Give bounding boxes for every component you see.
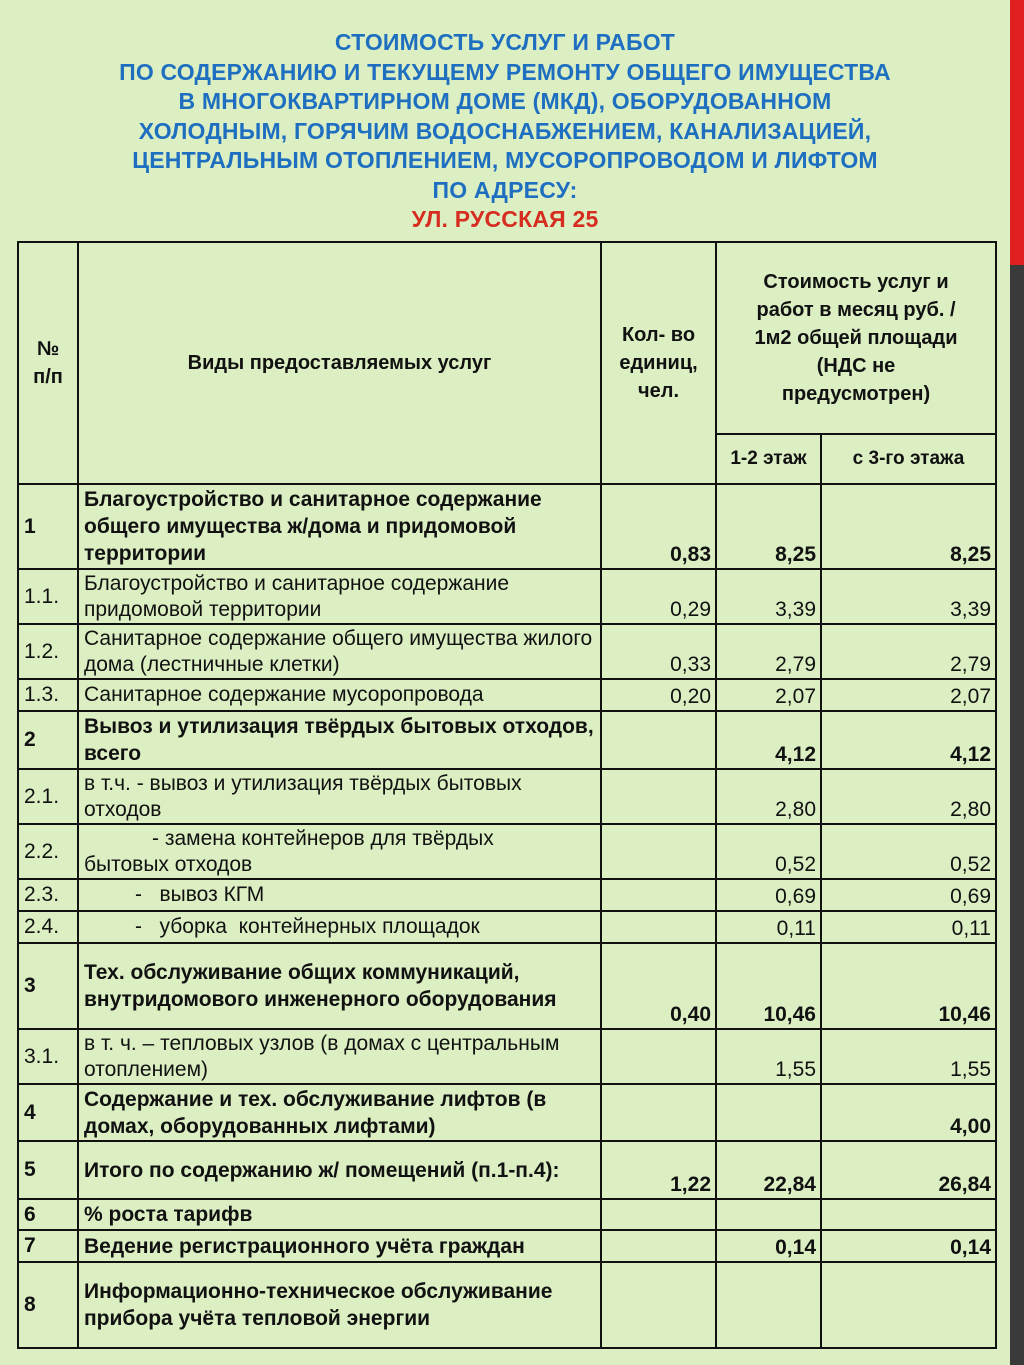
row-name: Тех. обслуживание общих коммуникаций, внутридомового инженерного оборудования	[78, 943, 601, 1029]
row-floor-1-2	[716, 1262, 821, 1348]
table-row	[18, 569, 996, 624]
row-units	[601, 879, 716, 911]
row-units	[601, 1230, 716, 1262]
table-row	[18, 624, 996, 679]
row-floor-1-2: 8,25	[716, 484, 821, 569]
document-title	[0, 28, 1010, 235]
row-name: Вывоз и утилизация твёрдых бытовых отходов, всего	[78, 711, 601, 769]
row-units	[601, 824, 716, 879]
row-name-line-1: - замена контейнеров для твёрдых	[152, 826, 494, 850]
row-name: % роста тарифв	[78, 1199, 601, 1230]
row-name: в т.ч. - вывоз и утилизация твёрдых бытовых отходов	[78, 769, 601, 824]
header-units: Кол- во единиц, чел.	[601, 242, 716, 484]
table-row	[18, 1141, 996, 1199]
table-row	[18, 1029, 996, 1084]
row-units	[601, 769, 716, 824]
row-num: 2	[18, 711, 78, 769]
header-cost: Стоимость услуг и работ в месяц руб. / 1м2 общей площади (НДС не предусмотрен)	[716, 242, 996, 434]
row-num: 2.3.	[18, 879, 78, 911]
row-floor-3: 3,39	[821, 569, 996, 624]
row-floor-1-2: 2,80	[716, 769, 821, 824]
row-floor-3: 0,14	[821, 1230, 996, 1262]
title-line-3: В МНОГОКВАРТИРНОМ ДОМЕ (МКД), ОБОРУДОВАННОМ	[178, 88, 832, 114]
row-name	[78, 824, 601, 879]
row-name: Благоустройство и санитарное содержание придомовой территории	[78, 569, 601, 624]
row-name: Санитарное содержание мусоропровода	[78, 679, 601, 711]
row-name-line-2: бытовых отходов	[84, 852, 253, 876]
table-row	[18, 711, 996, 769]
row-floor-1-2: 2,79	[716, 624, 821, 679]
row-floor-3: 0,11	[821, 911, 996, 943]
row-name	[78, 911, 601, 943]
row-floor-3	[821, 1199, 996, 1230]
row-floor-1-2: 3,39	[716, 569, 821, 624]
row-num: 1.1.	[18, 569, 78, 624]
row-floor-3: 10,46	[821, 943, 996, 1029]
row-num: 3.1.	[18, 1029, 78, 1084]
title-line-6: ПО АДРЕСУ:	[432, 176, 578, 203]
row-name: Ведение регистрационного учёта граждан	[78, 1230, 601, 1262]
row-name: Благоустройство и санитарное содержание общего имущества ж/дома и придомовой территории	[78, 484, 601, 569]
right-edge-bar	[1010, 0, 1024, 1365]
row-num: 1	[18, 484, 78, 569]
row-units: 0,20	[601, 679, 716, 711]
row-floor-1-2: 0,52	[716, 824, 821, 879]
row-floor-3: 26,84	[821, 1141, 996, 1199]
row-name: Информационно-техническое обслуживание прибора учёта тепловой энергии	[78, 1262, 601, 1348]
row-num: 7	[18, 1230, 78, 1262]
row-name: Санитарное содержание общего имущества жилого дома (лестничные клетки)	[78, 624, 601, 679]
row-name	[78, 879, 601, 911]
row-units: 0,83	[601, 484, 716, 569]
row-num: 1.3.	[18, 679, 78, 711]
row-floor-3: 0,69	[821, 879, 996, 911]
row-units: 0,33	[601, 624, 716, 679]
table-row	[18, 911, 996, 943]
row-floor-3: 0,52	[821, 824, 996, 879]
right-edge-bar-dark	[1010, 265, 1024, 1365]
row-num: 8	[18, 1262, 78, 1348]
row-floor-1-2: 22,84	[716, 1141, 821, 1199]
table-row	[18, 1084, 996, 1141]
row-floor-3: 4,12	[821, 711, 996, 769]
header-num: № п/п	[18, 242, 78, 484]
title-line-5: ЦЕНТРАЛЬНЫМ ОТОПЛЕНИЕМ, МУСОРОПРОВОДОМ И ЛИФТОМ	[132, 147, 878, 173]
row-units	[601, 711, 716, 769]
row-units	[601, 1199, 716, 1230]
row-name: Содержание и тех. обслуживание лифтов (в домах, оборудованных лифтами)	[78, 1084, 601, 1141]
row-floor-1-2: 4,12	[716, 711, 821, 769]
row-num: 5	[18, 1141, 78, 1199]
header-services: Виды предоставляемых услуг	[78, 242, 601, 484]
row-floor-3: 2,07	[821, 679, 996, 711]
row-floor-3: 1,55	[821, 1029, 996, 1084]
row-units: 1,22	[601, 1141, 716, 1199]
row-floor-3: 2,80	[821, 769, 996, 824]
row-name-text: - уборка контейнерных площадок	[135, 915, 480, 938]
row-num: 6	[18, 1199, 78, 1230]
row-floor-1-2	[716, 1199, 821, 1230]
row-num: 4	[18, 1084, 78, 1141]
row-units	[601, 1084, 716, 1141]
title-address: УЛ. РУССКАЯ 25	[411, 206, 599, 232]
title-line-2: ПО СОДЕРЖАНИЮ И ТЕКУЩЕМУ РЕМОНТУ ОБЩЕГО ИМУЩЕСТВА	[119, 58, 891, 85]
header-floor-1-2: 1-2 этаж	[716, 434, 821, 484]
row-name: Итого по содержанию ж/ помещений (п.1-п.4):	[78, 1141, 601, 1199]
row-floor-3	[821, 1262, 996, 1348]
table-row	[18, 1262, 996, 1348]
table-row	[18, 879, 996, 911]
row-floor-1-2: 0,14	[716, 1230, 821, 1262]
row-units: 0,29	[601, 569, 716, 624]
table-row	[18, 943, 996, 1029]
row-name-text: - вывоз КГМ	[135, 883, 265, 906]
row-units	[601, 1029, 716, 1084]
row-num: 3	[18, 943, 78, 1029]
row-floor-1-2: 1,55	[716, 1029, 821, 1084]
row-num: 1.2.	[18, 624, 78, 679]
row-floor-3: 4,00	[821, 1084, 996, 1141]
row-floor-3: 8,25	[821, 484, 996, 569]
table-row	[18, 769, 996, 824]
tariff-table	[17, 241, 997, 1349]
row-floor-1-2: 10,46	[716, 943, 821, 1029]
row-name: в т. ч. – тепловых узлов (в домах с центральным отоплением)	[78, 1029, 601, 1084]
title-line-4: ХОЛОДНЫМ, ГОРЯЧИМ ВОДОСНАБЖЕНИЕМ, КАНАЛИЗАЦИЕЙ,	[138, 117, 872, 144]
row-units	[601, 911, 716, 943]
row-floor-1-2: 2,07	[716, 679, 821, 711]
table-row	[18, 1199, 996, 1230]
row-floor-1-2: 0,11	[716, 911, 821, 943]
row-floor-1-2	[716, 1084, 821, 1141]
row-units: 0,40	[601, 943, 716, 1029]
table-row	[18, 484, 996, 569]
row-floor-3: 2,79	[821, 624, 996, 679]
row-num: 2.2.	[18, 824, 78, 879]
table-row	[18, 679, 996, 711]
table-row	[18, 1230, 996, 1262]
title-line-1: СТОИМОСТЬ УСЛУГ И РАБОТ	[334, 29, 676, 55]
row-floor-1-2: 0,69	[716, 879, 821, 911]
row-num: 2.1.	[18, 769, 78, 824]
header-floor-3: с 3-го этажа	[821, 434, 996, 484]
row-num: 2.4.	[18, 911, 78, 943]
table-row	[18, 824, 996, 879]
row-units	[601, 1262, 716, 1348]
